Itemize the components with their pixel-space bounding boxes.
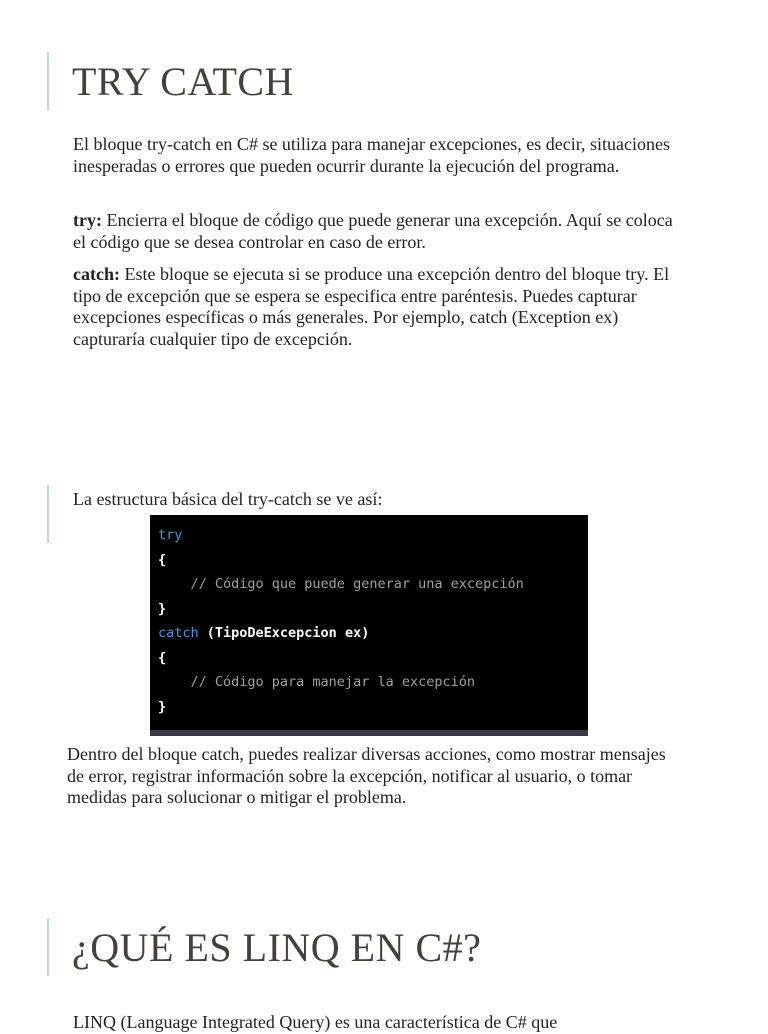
code-line <box>158 695 588 720</box>
page-title: TRY CATCH <box>72 59 294 104</box>
code-line <box>158 646 588 671</box>
section-accent-bar <box>47 918 49 976</box>
try-description: Encierra el bloque de código que puede generar una excepción. Aquí se coloca el código que se desea controlar en caso de error. <box>73 210 673 252</box>
catch-term: catch: <box>73 264 120 284</box>
catch-actions-paragraph: Dentro del bloque catch, puedes realizar diversas acciones, como mostrar mensajes de error, registrar información sobre la excepción, notificar al usuario, o tomar medidas para solucionar o mitigar el problema. <box>67 744 666 807</box>
code-catch-param: (TipoDeExcepcion ex) <box>198 625 370 641</box>
linq-intro-paragraph: LINQ (Language Integrated Query) es una característica de C# que <box>73 1012 558 1032</box>
structure-intro: La estructura básica del try-catch se ve así: <box>73 489 383 509</box>
code-comment: // Código para manejar la excepción <box>158 674 475 690</box>
try-paragraph <box>73 210 673 253</box>
code-line <box>158 621 588 646</box>
section-title-linq: ¿QUÉ ES LINQ EN C#? <box>72 925 482 970</box>
code-line <box>158 670 588 695</box>
code-brace: { <box>158 551 167 568</box>
try-term: try: <box>73 210 102 230</box>
catch-paragraph <box>73 264 673 350</box>
code-brace: } <box>158 600 167 617</box>
code-comment: // Código que puede generar una excepción <box>158 576 524 592</box>
code-line <box>158 523 588 548</box>
code-line <box>158 572 588 597</box>
section-accent-bar <box>47 52 49 110</box>
code-line <box>158 597 588 622</box>
section-accent-bar <box>47 485 49 543</box>
code-line <box>158 548 588 573</box>
code-keyword-catch: catch <box>158 625 199 641</box>
code-brace: { <box>158 649 167 666</box>
code-block <box>150 515 588 736</box>
intro-paragraph: El bloque try-catch en C# se utiliza para manejar excepciones, es decir, situaciones inesperadas o errores que pueden ocurrir durante la ejecución del programa. <box>73 134 671 176</box>
code-keyword-try: try <box>158 527 183 543</box>
code-brace: } <box>158 698 167 715</box>
catch-description: Este bloque se ejecuta si se produce una excepción dentro del bloque try. El tipo de excepción que se espera se especifica entre paréntesis. Puedes capturar excepciones específicas o más generales. Por ejemplo, catch (Exception ex) capturaría cualquier tipo de excepción. <box>73 264 670 349</box>
